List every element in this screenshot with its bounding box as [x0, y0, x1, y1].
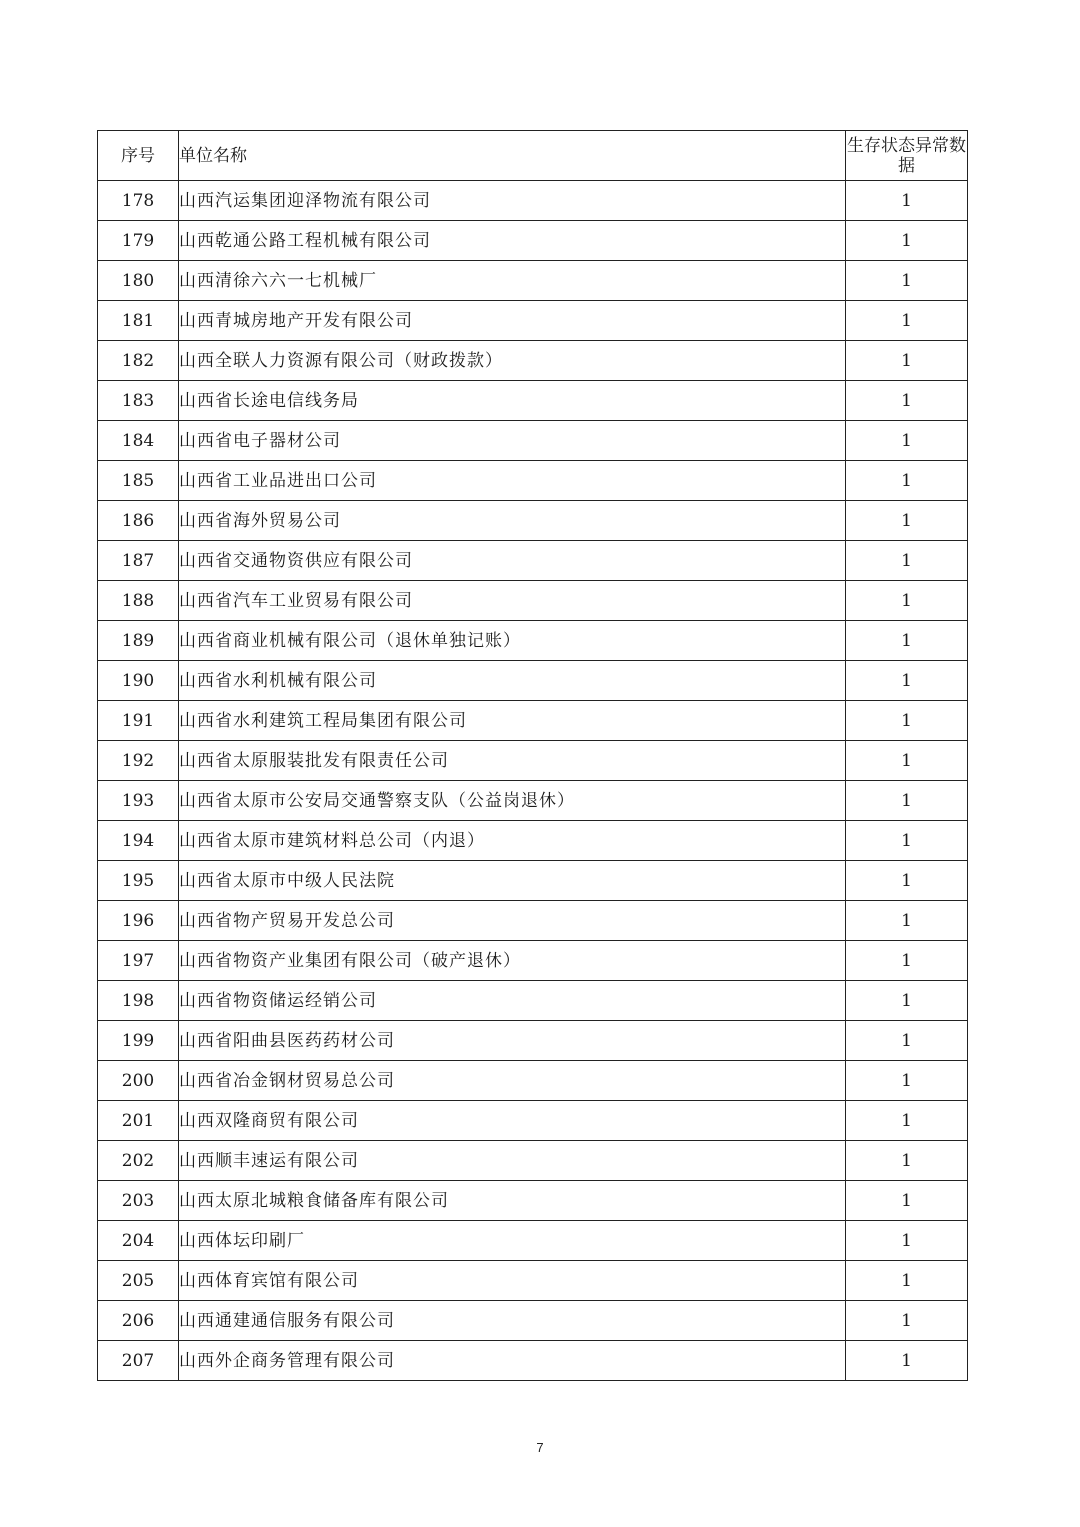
row-name-cell: 山西省物资产业集团有限公司（破产退休） — [179, 941, 846, 981]
table-row — [98, 301, 968, 341]
row-seq-cell: 206 — [98, 1301, 179, 1341]
row-count-cell: 1 — [846, 381, 968, 421]
row-count-cell: 1 — [846, 701, 968, 741]
row-seq-cell: 182 — [98, 341, 179, 381]
row-count-cell: 1 — [846, 1141, 968, 1181]
row-seq-cell: 184 — [98, 421, 179, 461]
row-seq-cell: 196 — [98, 901, 179, 941]
table-row — [98, 941, 968, 981]
table-row — [98, 901, 968, 941]
table-row — [98, 661, 968, 701]
table-row — [98, 821, 968, 861]
row-count-cell: 1 — [846, 981, 968, 1021]
row-seq-cell: 198 — [98, 981, 179, 1021]
row-seq-cell: 193 — [98, 781, 179, 821]
row-count-cell: 1 — [846, 541, 968, 581]
row-name-cell: 山西太原北城粮食储备库有限公司 — [179, 1181, 846, 1221]
row-count-cell: 1 — [846, 1181, 968, 1221]
table-row — [98, 741, 968, 781]
row-seq-cell: 180 — [98, 261, 179, 301]
row-seq-cell: 179 — [98, 221, 179, 261]
row-name-cell: 山西省冶金钢材贸易总公司 — [179, 1061, 846, 1101]
row-name-cell: 山西省交通物资供应有限公司 — [179, 541, 846, 581]
header-name: 单位名称 — [179, 131, 846, 181]
table-row — [98, 701, 968, 741]
row-name-cell: 山西省工业品进出口公司 — [179, 461, 846, 501]
row-count-cell: 1 — [846, 1061, 968, 1101]
row-count-cell: 1 — [846, 261, 968, 301]
row-name-cell: 山西双隆商贸有限公司 — [179, 1101, 846, 1141]
row-count-cell: 1 — [846, 301, 968, 341]
table-row — [98, 501, 968, 541]
page-number: 7 — [536, 1440, 544, 1455]
row-count-cell: 1 — [846, 421, 968, 461]
table-row — [98, 1341, 968, 1381]
row-count-cell: 1 — [846, 501, 968, 541]
row-count-cell: 1 — [846, 1301, 968, 1341]
row-seq-cell: 190 — [98, 661, 179, 701]
row-seq-cell: 202 — [98, 1141, 179, 1181]
row-name-cell: 山西省太原市建筑材料总公司（内退） — [179, 821, 846, 861]
row-name-cell: 山西省阳曲县医药药材公司 — [179, 1021, 846, 1061]
row-seq-cell: 191 — [98, 701, 179, 741]
table-body — [98, 181, 968, 1381]
row-seq-cell: 189 — [98, 621, 179, 661]
row-seq-cell: 186 — [98, 501, 179, 541]
row-seq-cell: 200 — [98, 1061, 179, 1101]
table-row — [98, 981, 968, 1021]
row-seq-cell: 185 — [98, 461, 179, 501]
row-seq-cell: 192 — [98, 741, 179, 781]
row-count-cell: 1 — [846, 901, 968, 941]
row-count-cell: 1 — [846, 341, 968, 381]
table-row — [98, 1301, 968, 1341]
row-seq-cell: 203 — [98, 1181, 179, 1221]
row-count-cell: 1 — [846, 1101, 968, 1141]
row-name-cell: 山西顺丰速运有限公司 — [179, 1141, 846, 1181]
row-seq-cell: 187 — [98, 541, 179, 581]
row-seq-cell: 199 — [98, 1021, 179, 1061]
row-count-cell: 1 — [846, 781, 968, 821]
row-name-cell: 山西省太原市公安局交通警察支队（公益岗退休） — [179, 781, 846, 821]
row-seq-cell: 194 — [98, 821, 179, 861]
table-row — [98, 781, 968, 821]
row-name-cell: 山西省长途电信线务局 — [179, 381, 846, 421]
table-row — [98, 1261, 968, 1301]
row-seq-cell: 181 — [98, 301, 179, 341]
row-name-cell: 山西省太原市中级人民法院 — [179, 861, 846, 901]
table-row — [98, 261, 968, 301]
row-seq-cell: 204 — [98, 1221, 179, 1261]
row-name-cell: 山西体育宾馆有限公司 — [179, 1261, 846, 1301]
row-count-cell: 1 — [846, 221, 968, 261]
table-row — [98, 541, 968, 581]
row-count-cell: 1 — [846, 941, 968, 981]
table-row — [98, 581, 968, 621]
table-row — [98, 461, 968, 501]
row-name-cell: 山西省物产贸易开发总公司 — [179, 901, 846, 941]
row-count-cell: 1 — [846, 621, 968, 661]
table-row — [98, 341, 968, 381]
table-row — [98, 621, 968, 661]
row-count-cell: 1 — [846, 821, 968, 861]
row-name-cell: 山西通建通信服务有限公司 — [179, 1301, 846, 1341]
row-name-cell: 山西省水利建筑工程局集团有限公司 — [179, 701, 846, 741]
row-name-cell: 山西汽运集团迎泽物流有限公司 — [179, 181, 846, 221]
row-seq-cell: 207 — [98, 1341, 179, 1381]
row-name-cell: 山西省太原服装批发有限责任公司 — [179, 741, 846, 781]
table-row — [98, 381, 968, 421]
table-row — [98, 1021, 968, 1061]
row-count-cell: 1 — [846, 661, 968, 701]
row-name-cell: 山西省物资储运经销公司 — [179, 981, 846, 1021]
row-name-cell: 山西全联人力资源有限公司（财政拨款） — [179, 341, 846, 381]
row-name-cell: 山西省汽车工业贸易有限公司 — [179, 581, 846, 621]
row-name-cell: 山西外企商务管理有限公司 — [179, 1341, 846, 1381]
row-count-cell: 1 — [846, 1261, 968, 1301]
table-row — [98, 421, 968, 461]
row-name-cell: 山西省电子器材公司 — [179, 421, 846, 461]
row-count-cell: 1 — [846, 1341, 968, 1381]
table-row — [98, 1221, 968, 1261]
row-name-cell: 山西乾通公路工程机械有限公司 — [179, 221, 846, 261]
header-seq: 序号 — [98, 131, 179, 181]
table-row — [98, 1061, 968, 1101]
row-seq-cell: 195 — [98, 861, 179, 901]
row-name-cell: 山西省海外贸易公司 — [179, 501, 846, 541]
table-row — [98, 1101, 968, 1141]
row-count-cell: 1 — [846, 861, 968, 901]
table-row — [98, 1181, 968, 1221]
row-name-cell: 山西省水利机械有限公司 — [179, 661, 846, 701]
row-count-cell: 1 — [846, 461, 968, 501]
row-name-cell: 山西省商业机械有限公司（退休单独记账） — [179, 621, 846, 661]
row-name-cell: 山西青城房地产开发有限公司 — [179, 301, 846, 341]
row-count-cell: 1 — [846, 1021, 968, 1061]
row-count-cell: 1 — [846, 581, 968, 621]
row-count-cell: 1 — [846, 741, 968, 781]
header-count: 生存状态异常数据 — [846, 131, 968, 181]
row-name-cell: 山西清徐六六一七机械厂 — [179, 261, 846, 301]
row-name-cell: 山西体坛印刷厂 — [179, 1221, 846, 1261]
row-seq-cell: 201 — [98, 1101, 179, 1141]
row-count-cell: 1 — [846, 1221, 968, 1261]
row-seq-cell: 183 — [98, 381, 179, 421]
row-count-cell: 1 — [846, 181, 968, 221]
table-row — [98, 1141, 968, 1181]
row-seq-cell: 197 — [98, 941, 179, 981]
table-row — [98, 221, 968, 261]
row-seq-cell: 178 — [98, 181, 179, 221]
table-header-row — [98, 131, 968, 181]
table-row — [98, 181, 968, 221]
data-table — [97, 130, 968, 1381]
row-seq-cell: 205 — [98, 1261, 179, 1301]
row-seq-cell: 188 — [98, 581, 179, 621]
table-row — [98, 861, 968, 901]
